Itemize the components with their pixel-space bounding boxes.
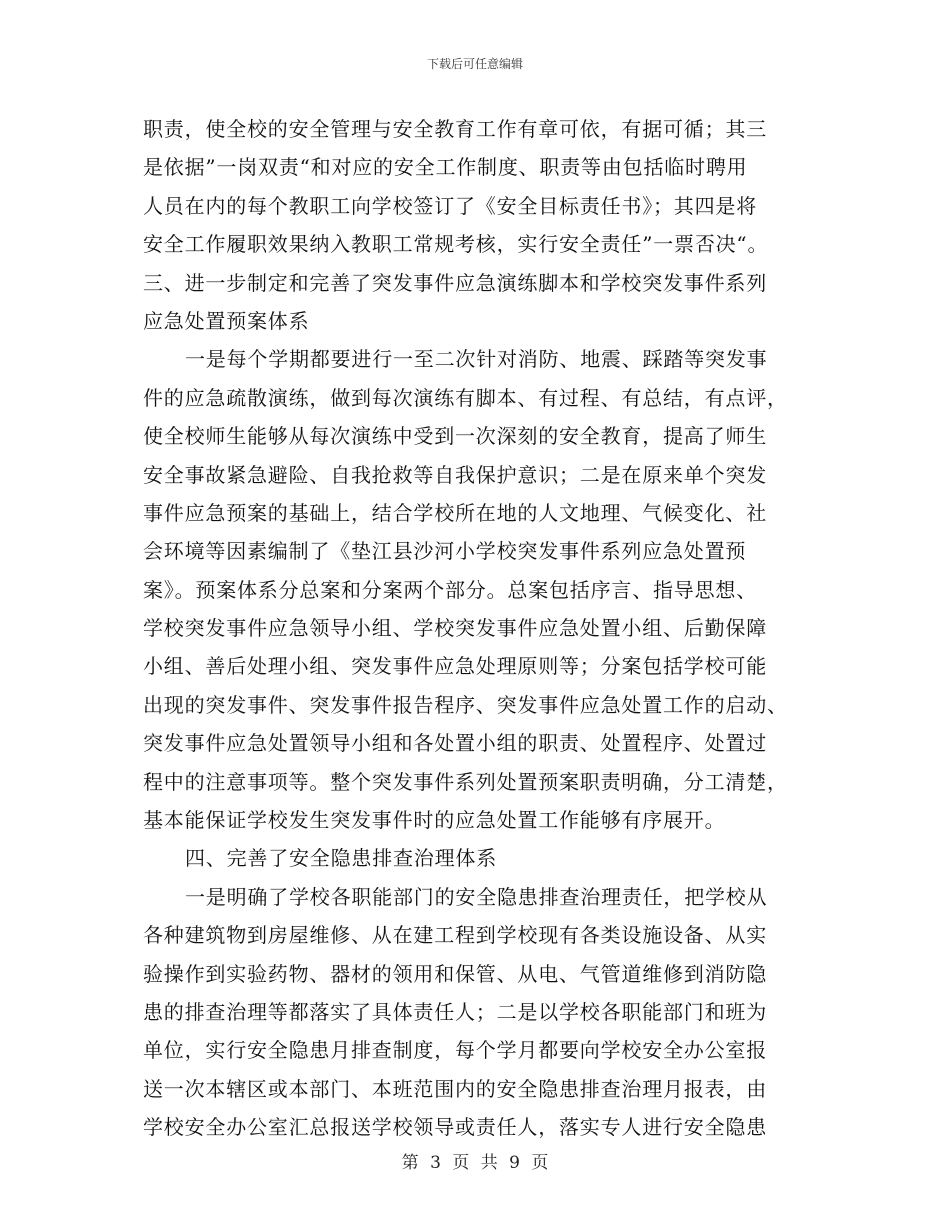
footer-total-prefix: 共 [480, 1153, 498, 1173]
text-line: 是依据”一岗双责“和对应的安全工作制度、职责等由包括临时聘用 [143, 155, 748, 180]
text-line: 程中的注意事项等。整个突发事件系列处置预案职责明确，分工清楚， [143, 769, 788, 794]
page-footer [0, 1148, 950, 1173]
text-line: 突发事件应急处置领导小组和各处置小组的职责、处置程序、处置过 [143, 731, 767, 756]
text-line: 件的应急疏散演练，做到每次演练有脚本、有过程、有总结，有点评， [143, 385, 788, 410]
text-line: 事件应急预案的基础上，结合学校所在地的人文地理、气候变化、社 [143, 500, 767, 525]
text-line: 安全工作履职效果纳入教职工常规考核，实行安全责任”一票否决“。 [143, 232, 769, 257]
text-line: 单位，实行安全隐患月排查制度，每个学月都要向学校安全办公室报 [143, 1038, 767, 1063]
section-heading: 应急处置预案体系 [143, 308, 310, 333]
text-line: 使全校师生能够从每次演练中受到一次深刻的安全教育，提高了师生 [143, 424, 767, 449]
text-line: 人员在内的每个教职工向学校签订了《安全目标责任书》；其四是将 [143, 193, 757, 218]
text-line: 会环境等因素编制了《垫江县沙河小学校突发事件系列应急处置预 [143, 539, 747, 564]
text-line: 各种建筑物到房屋维修、从在建工程到学校现有各类设施设备、从实 [143, 923, 767, 948]
text-line: 案》。预案体系分总案和分案两个部分。总案包括序言、指导思想、 [143, 577, 757, 602]
text-line: 职责，使全校的安全管理与安全教育工作有章可依，有据可循；其三 [143, 117, 767, 141]
page-number: 3 [430, 1153, 441, 1173]
document-body [143, 110, 803, 1147]
text-line: 学校安全办公室汇总报送学校领导或责任人，落实专人进行安全隐患 [143, 1115, 767, 1140]
text-line: 小组、善后处理小组、突发事件应急处理原则等；分案包括学校可能 [143, 654, 767, 679]
paragraph-first-line: 一是明确了学校各职能部门的安全隐患排查治理责任，把学校从 [185, 884, 768, 909]
footer-prefix: 第 [401, 1153, 419, 1173]
text-line: 出现的突发事件、突发事件报告程序、突发事件应急处置工作的启动、 [143, 692, 788, 717]
text-line: 安全事故紧急避险、自我抢救等自我保护意识；二是在原来单个突发 [143, 462, 767, 487]
section-heading: 三、进一步制定和完善了突发事件应急演练脚本和学校突发事件系列 [143, 270, 767, 295]
text-line: 验操作到实验药物、器材的领用和保管、从电、气管道维修到消防隐 [143, 961, 767, 986]
text-line: 送一次本辖区或本部门、本班范围内的安全隐患排查治理月报表，由 [143, 1076, 767, 1101]
paragraph-first-line: 一是每个学期都要进行一至二次针对消防、地震、踩踏等突发事 [185, 347, 768, 372]
text-line: 基本能保证学校发生突发事件时的应急处置工作能够有序展开。 [143, 808, 726, 833]
section-heading: 四、完善了安全隐患排查治理体系 [185, 846, 497, 871]
text-line: 学校突发事件应急领导小组、学校突发事件应急处置小组、后勤保障 [143, 616, 767, 641]
footer-total-unit: 页 [531, 1153, 549, 1173]
page-header: 下载后可任意编辑 [426, 57, 523, 71]
total-pages: 9 [509, 1153, 520, 1173]
footer-page-unit: 页 [452, 1153, 470, 1173]
text-line: 患的排查治理等都落实了具体责任人；二是以学校各职能部门和班为 [143, 999, 767, 1024]
